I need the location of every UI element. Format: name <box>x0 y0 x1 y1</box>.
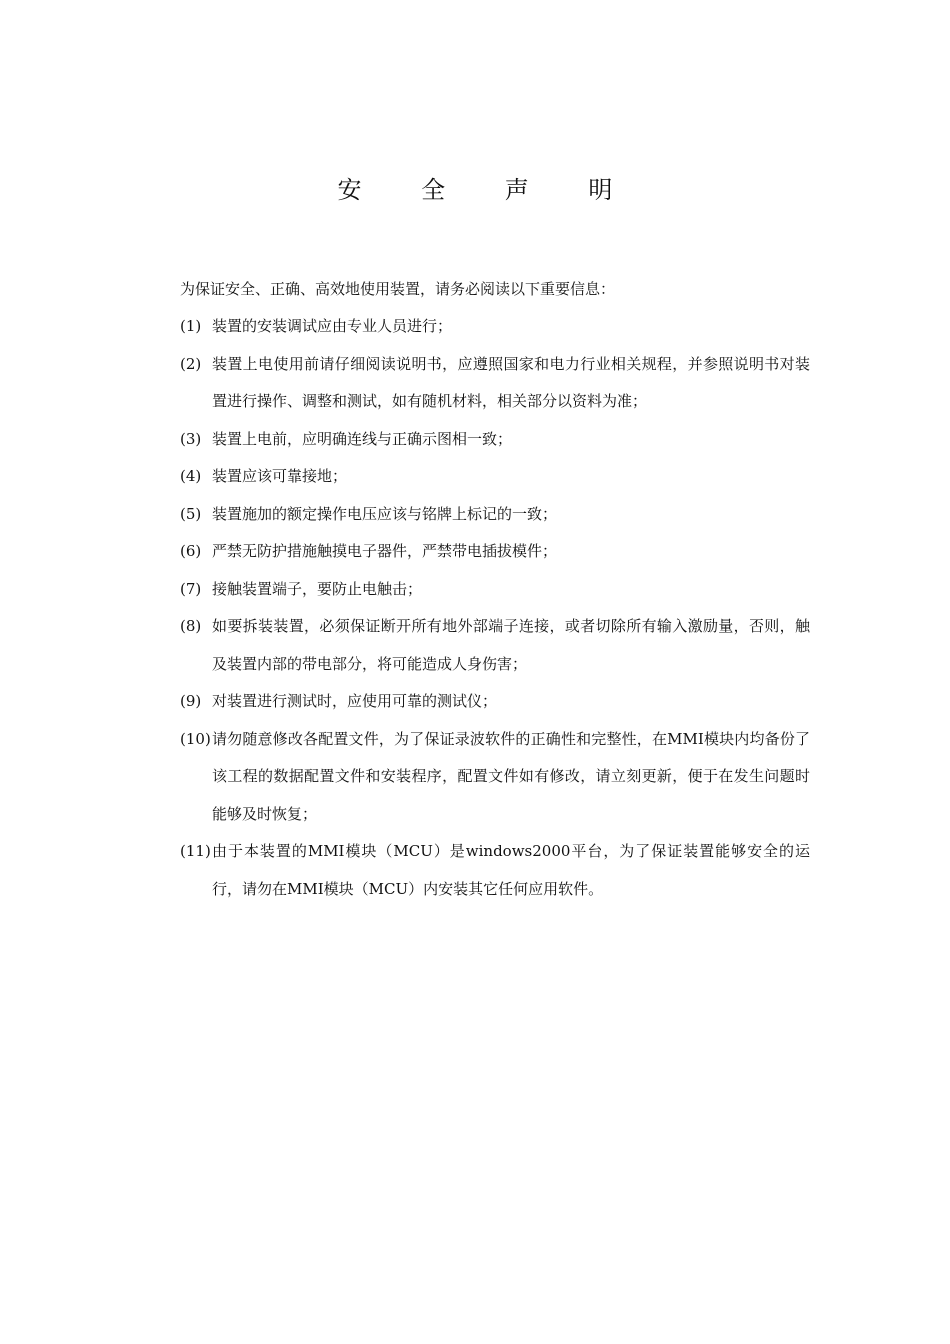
list-item-number: (11) <box>180 842 211 860</box>
list-item-text: 装置应该可靠接地； <box>212 467 348 485</box>
list-item-number: (4) <box>180 467 202 485</box>
list-item <box>180 571 810 609</box>
list-item-text: 严禁无防护措施触摸电子器件，严禁带电插拔模件； <box>212 542 558 560</box>
list-item <box>180 346 810 421</box>
list-item <box>180 721 810 834</box>
list-item-number: (2) <box>180 354 202 373</box>
list-item-number: (5) <box>180 504 202 523</box>
safety-statement-body <box>180 270 810 908</box>
list-item-text: 装置上电前，应明确连线与正确示图相一致； <box>212 429 513 448</box>
list-item <box>180 458 810 496</box>
list-item-number: (10) <box>180 729 211 748</box>
list-item-text: 接触装置端子，要防止电触击； <box>212 579 423 598</box>
list-item-number: (8) <box>180 617 202 635</box>
list-item-text: 请勿随意修改各配置文件，为了保证录波软件的正确性和完整性，在MMI模块内均备份了该工程的数据配置文件和安装程序，配置文件如有修改，请立刻更新，便于在发生问题时能够及时恢复； <box>212 729 810 823</box>
list-item <box>180 308 810 346</box>
list-item-text: 对装置进行测试时，应使用可靠的测试仪； <box>212 692 498 710</box>
list-item-number: (9) <box>180 692 202 710</box>
list-item-number: (6) <box>180 542 202 560</box>
list-item-text: 装置上电使用前请仔细阅读说明书，应遵照国家和电力行业相关规程，并参照说明书对装置进行操作、调整和测试，如有随机材料，相关部分以资料为准； <box>212 354 810 410</box>
list-item-text: 如要拆装装置，必须保证断开所有地外部端子连接，或者切除所有输入激励量，否则，触及装置内部的带电部分，将可能造成人身伤害； <box>212 617 810 673</box>
list-item-text: 由于本装置的MMI模块（MCU）是windows2000平台，为了保证装置能够安全的运行，请勿在MMI模块（MCU）内安装其它任何应用软件。 <box>212 842 810 898</box>
list-item-number: (1) <box>180 317 202 335</box>
list-item <box>180 496 810 534</box>
list-item-text: 装置施加的额定操作电压应该与铭牌上标记的一致； <box>212 504 558 523</box>
list-item-number: (7) <box>180 579 202 598</box>
list-item <box>180 421 810 459</box>
list-item <box>180 683 810 721</box>
page-title: 安 全 声 明 <box>337 176 639 204</box>
intro-paragraph: 为保证安全、正确、高效地使用装置，请务必阅读以下重要信息： <box>180 280 616 298</box>
list-item <box>180 533 810 571</box>
list-item-text: 装置的安装调试应由专业人员进行； <box>212 317 453 335</box>
safety-list <box>180 308 810 908</box>
list-item <box>180 833 810 908</box>
list-item <box>180 608 810 683</box>
list-item-number: (3) <box>180 429 202 448</box>
